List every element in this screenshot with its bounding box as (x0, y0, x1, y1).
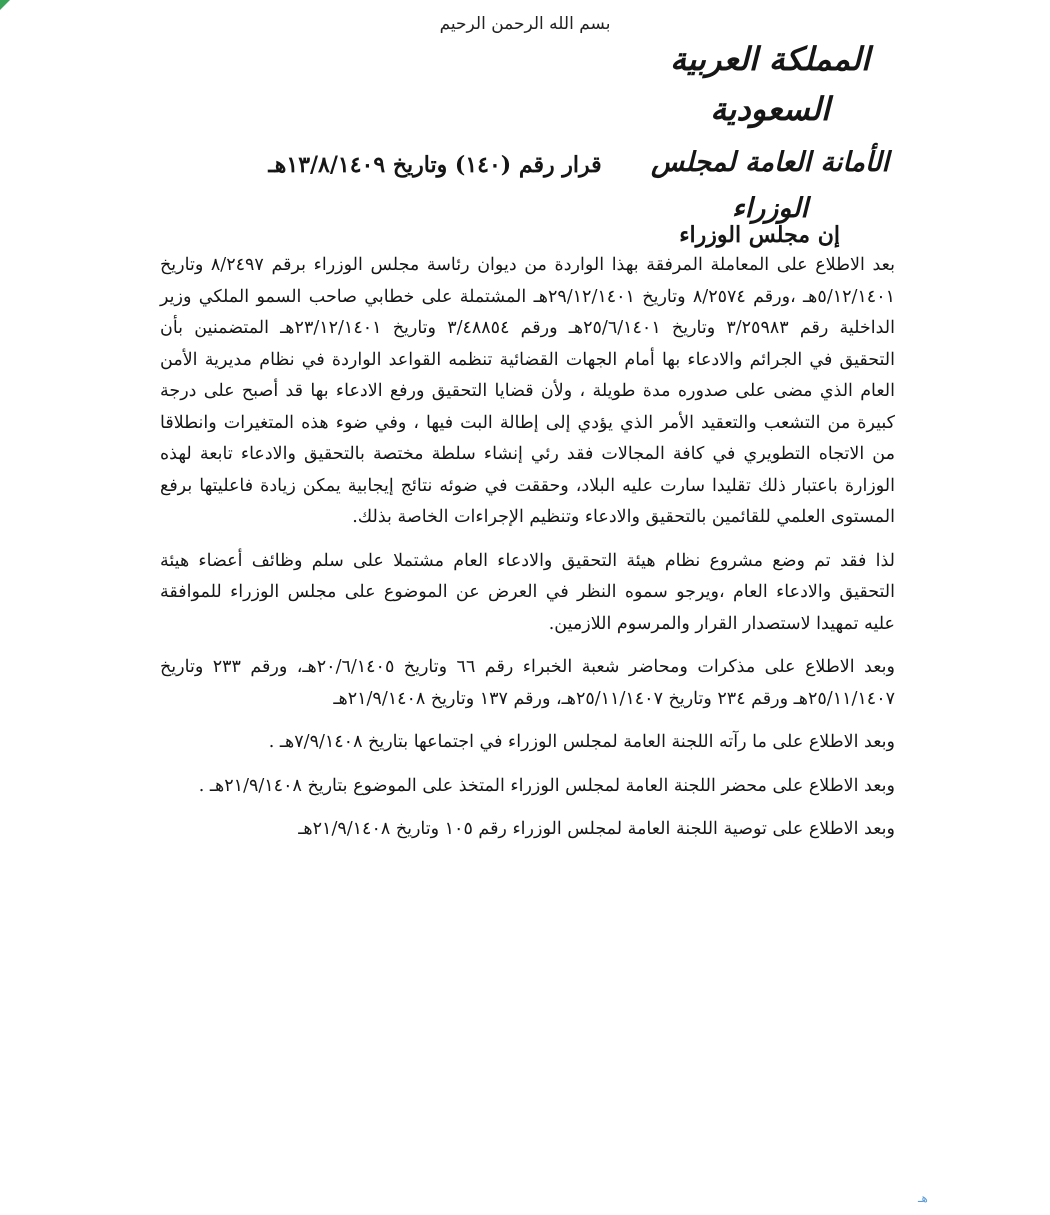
paragraph-proposal: لذا فقد تم وضع مشروع نظام هيئة التحقيق والادعاء العام مشتملا على سلم وظائف أعضاء هيئة التحقيق والادعاء العام ،ويرجو سموه النظر في العرض عن الموضوع على مجلس الوزراء للموافقة عليه تمهيدا لاستصدار القرار والمرسوم اللازمين. (160, 550, 895, 634)
decision-title: قرار رقم (١٤٠) وتاريخ ١٣/٨/١٤٠٩هـ (268, 152, 602, 178)
corner-scan-mark (0, 0, 10, 10)
scan-mark: هـ (918, 1191, 928, 1205)
basmala: بسم الله الرحمن الرحيم (439, 14, 611, 34)
paragraph-experts-memos: وبعد الاطلاع على مذكرات ومحاضر شعبة الخبراء رقم ٦٦ وتاريخ ٢٠/٦/١٤٠٥هـ، ورقم ٢٣٣ وتاريخ ٢٥/١١/١٤٠٧هـ ورقم ٢٣٤ وتاريخ ٢٥/١١/١٤٠٧هـ، ورقم ١٣٧ وتاريخ ٢١/٩/١٤٠٨هـ (160, 657, 896, 709)
council-heading: إن مجلس الوزراء (679, 222, 840, 248)
paragraph-committee-minutes: وبعد الاطلاع على محضر اللجنة العامة لمجلس الوزراء المتخذ على الموضوع بتاريخ ٢١/٩/١٤٠٨هـ . (198, 775, 895, 796)
paragraph-committee-view: وبعد الاطلاع على ما رآته اللجنة العامة لمجلس الوزراء في اجتماعها بتاريخ ٧/٩/١٤٠٨هـ . (268, 732, 895, 752)
letterhead-kingdom: المملكة العربية السعودية (670, 40, 870, 128)
paragraph-committee-recommendation: وبعد الاطلاع على توصية اللجنة العامة لمجلس الوزراء رقم ١٠٥ وتاريخ ٢١/٩/١٤٠٨هـ (298, 819, 895, 839)
decision-body (160, 250, 895, 846)
paragraph-preamble: بعد الاطلاع على المعاملة المرفقة بهذا الواردة من ديوان رئاسة مجلس الوزراء برقم ٨/٢٤٩٧ وتاريخ ٥/١٢/١٤٠١هـ ،ورقم ٨/٢٥٧٤ وتاريخ ٢٩/١٢/١٤٠١هـ المشتملة على خطابي صاحب السمو الملكي وزير الداخلية رقم ٣/٢٥٩٨٣ وتاريخ ٢٥/٦/١٤٠١هـ ورقم ٣/٤٨٨٥٤ وتاريخ ٢٣/١٢/١٤٠١هـ المتضمنين بأن التحقيق في الجرائم والادعاء بها أمام الجهات القضائية تنظمه القواعد الواردة في نظام مديرية الأمن العام الذي مضى على صدوره مدة طويلة ، ولأن قضايا التحقيق ورفع الادعاء بها قد أصبح على درجة كبيرة من التشعب والتعقيد الأمر الذي يؤدي إلى إطالة البت فيها ، وفي ضوء هذه المتغيرات وانطلاقا من الاتجاه التطويري في كافة المجالات فقد رئي إنشاء سلطة مختصة بالتحقيق والادعاء تابعة لهذه الوزارة باعتبار ذلك تقليدا سارت عليه البلاد، وحققت في ضوئه نتائج إيجابية يمكن زيادة فاعليتها برفع المستوى العلمي للقائمين بالتحقيق والادعاء وتنظيم الإجراءات الخاصة بذلك. (160, 255, 896, 527)
letterhead-secretariat: الأمانة العامة لمجلس الوزراء (651, 147, 889, 224)
letterhead (640, 34, 900, 232)
